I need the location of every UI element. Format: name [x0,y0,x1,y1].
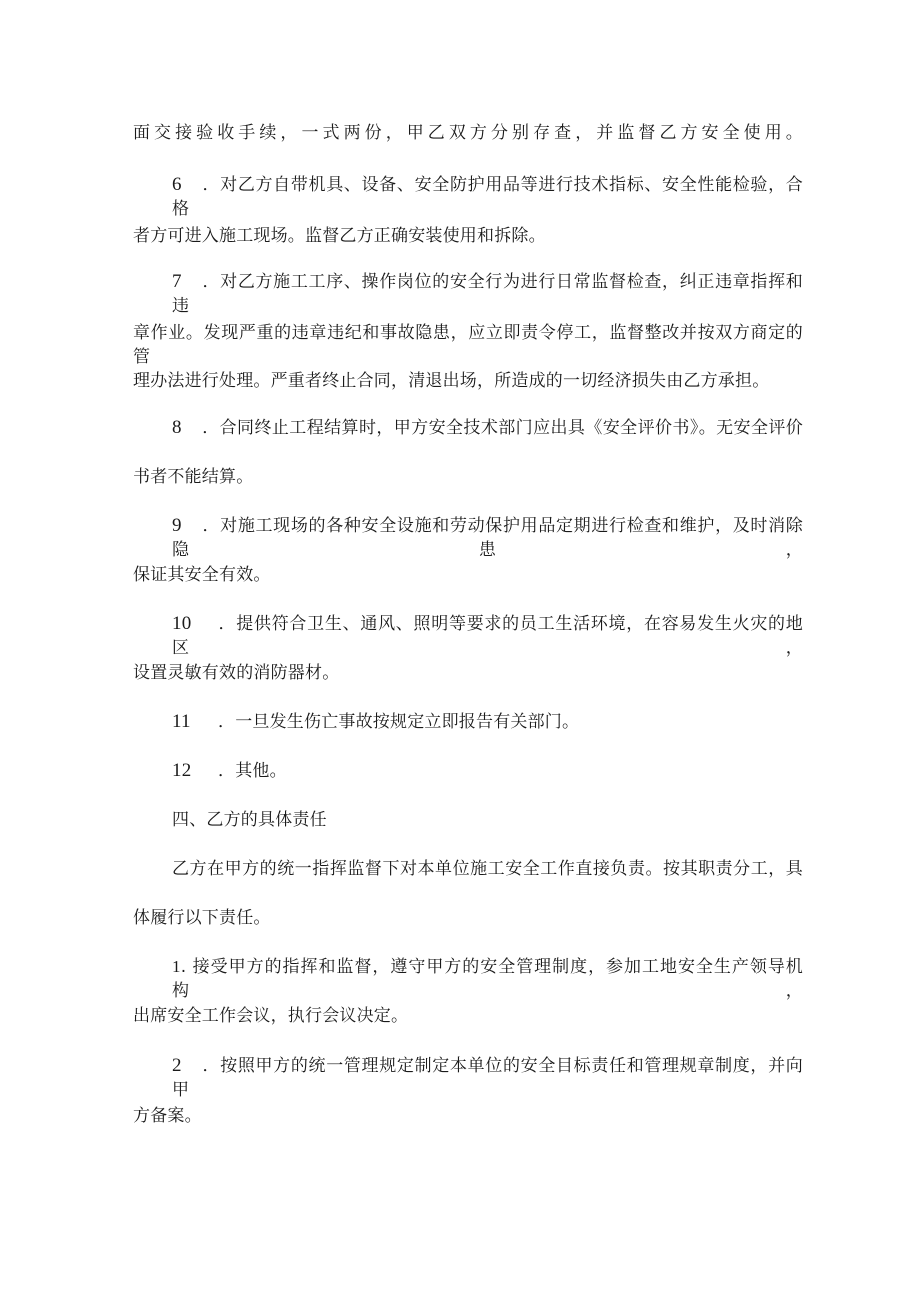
paragraph-line: 章作业。发现严重的违章违纪和事故隐患，应立即责令停工，监督整改并按双方商定的管 [133,323,803,367]
item-text: . 接受甲方的指挥和监督，遵守甲方的安全管理制度，参加工地安全生产领导机构， [172,957,803,1001]
item-text: ．对乙方自带机具、设备、安全防护用品等进行技术指标、安全性能检验，合格 [172,175,803,219]
item-text: ．其他。 [218,761,287,781]
paragraph-line: 乙方在甲方的统一指挥监督下对本单位施工安全工作直接负责。按其职责分工，具 [172,859,803,879]
item-text: ．提供符合卫生、通风、照明等要求的员工生活环境，在容易发生火灾的地区， [172,614,803,658]
item-text: ．一旦发生伤亡事故按规定立即报告有关部门。 [218,712,580,732]
list-item-9 [172,514,803,562]
paragraph-line: 设置灵敏有效的消防器材。 [133,663,340,683]
list-item-2 [172,1054,803,1102]
section-heading: 四、乙方的具体责任 [172,810,327,830]
list-item-12 [172,759,803,783]
list-item-6 [172,173,803,221]
paragraph-line: 出席安全工作会议，执行会议决定。 [133,1006,409,1026]
paragraph-line: 书者不能结算。 [133,467,254,487]
list-item-7 [172,270,803,318]
list-item-8 [172,416,803,440]
paragraph-line: 方备案。 [133,1106,202,1126]
list-item-10 [172,612,803,660]
list-item-11 [172,710,803,734]
item-number: 11 [172,711,191,732]
item-number: 7 [172,271,182,292]
paragraph-line: 体履行以下责任。 [133,908,271,928]
item-number: 1 [172,957,181,976]
item-text: ．对施工现场的各种安全设施和劳动保护用品定期进行检查和维护，及时消除隐患， [172,516,803,560]
item-number: 8 [172,417,182,438]
paragraph-line: 理办法进行处理。严重者终止合同，清退出场，所造成的一切经济损失由乙方承担。 [133,371,770,391]
paragraph-line: 保证其安全有效。 [133,565,271,585]
item-number: 9 [172,515,182,536]
paragraph-line: 面交接验收手续，一式两份，甲乙双方分别存查，并监督乙方安全使用。 [133,123,803,143]
item-number: 10 [172,613,192,634]
item-number: 12 [172,760,192,781]
list-item-1 [172,955,803,1003]
item-number: 2 [172,1055,182,1076]
item-text: ．合同终止工程结算时，甲方安全技术部门应出具《安全评价书》。无安全评价 [202,418,803,438]
item-number: 6 [172,174,182,195]
paragraph-line: 者方可进入施工现场。监督乙方正确安装使用和拆除。 [133,226,546,246]
item-text: ．对乙方施工工序、操作岗位的安全行为进行日常监督检查，纠正违章指挥和违 [172,272,803,316]
item-text: ．按照甲方的统一管理规定制定本单位的安全目标责任和管理规章制度，并向甲 [172,1056,803,1100]
